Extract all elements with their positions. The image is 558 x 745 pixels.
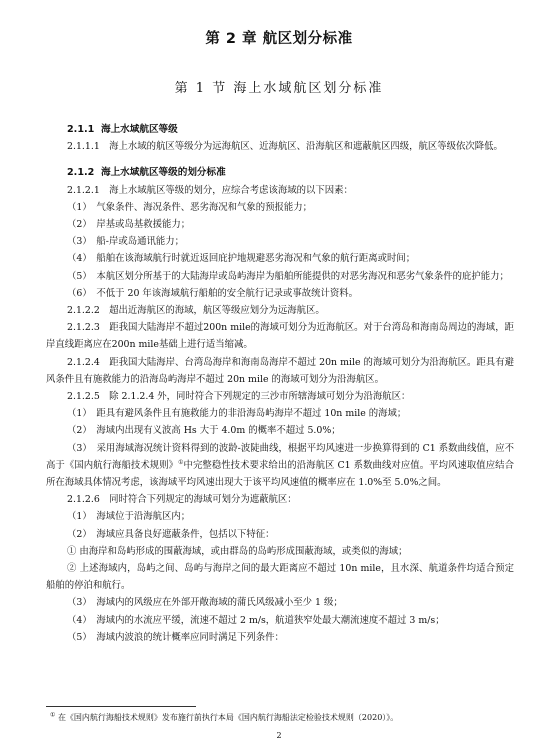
list-item: ② 上述海域内，岛屿之间、岛屿与海岸之间的最大距离应不超过 10n mile，且水深、航道条件均适合预定船舶的停泊和航行。 (46, 563, 514, 592)
chapter-title: 第 2 章 航区划分标准 (205, 31, 353, 47)
list-item: （4） 海域内的水流应平缓，流速不超过 2 m/s，航道狭窄处最大潮流速度不超过 3 m/s； (67, 614, 445, 626)
subsection-heading-2-1-1 (46, 121, 514, 138)
footnote-reference: ① (178, 458, 184, 466)
list-item: （1） 距具有避风条件且有施救能力的非沿海岛屿海岸不超过 10n mile 的海域； (67, 408, 407, 420)
page-number: 2 (276, 731, 282, 740)
paragraph: 2.1.2.5 除 2.1.2.4 外，同时符合下列规定的三沙市所辖海域可划分为沿海航区： (67, 391, 411, 403)
footnote (50, 712, 520, 724)
paragraph: 2.1.2.2 超出近海航区的海域，航区等级应划分为远海航区。 (67, 305, 325, 317)
list-item-text-continued: 中完整稳性技术要求给出的沿海航区 C1 系数曲线对应值。平均风速取值应结合所在海域具体情况考虑，该海域平均风速出现大于该平均风速值的概率应在 1.0%至 5.0%之间。 (46, 459, 514, 489)
list-item: （1） 海域位于沿海航区内； (67, 511, 191, 523)
list-item: （2） 岸基或岛基救援能力； (67, 219, 191, 231)
list-item: （3） 船-岸或岛通讯能力； (67, 236, 184, 248)
list-item: （5） 本航区划分所基于的大陆海岸或岛屿海岸为船舶所能提供的对恶劣海况和恶劣气象条件的庇护能力； (67, 270, 509, 282)
document-body (46, 121, 514, 646)
subsection-number: 2.1.1 (67, 124, 95, 135)
paragraph: 2.1.2.3 距我国大陆海岸不超过200n mile的海域可划分为近海航区。对于台湾岛和海南岛周边的海域，距岸直线距离应在200n mile基础上进行适当缩减。 (46, 322, 514, 351)
paragraph-2-1-1-1: 2.1.1.1 海上水域的航区等级分为远海航区、近海航区、沿海航区和遮蔽航区四级，航区等级依次降低。 (67, 141, 503, 153)
list-item: （2） 海域内出现有义波高 Hs 大于 4.0m 的概率不超过 5.0%； (67, 425, 341, 437)
paragraph: 2.1.2.6 同时符合下列规定的海域可划分为遮蔽航区： (67, 494, 297, 506)
footnote-text: 在《国内航行海船技术规则》发布施行前执行本局《国内航行海船法定检验技术规则（2020）》。 (57, 713, 399, 722)
footnote-mark: ① (50, 711, 56, 719)
list-item: （5） 海域内波浪的统计概率应同时满足下列条件： (67, 631, 284, 643)
subsection-heading-text: 海上水域航区等级 (101, 124, 178, 135)
list-item: （6） 不低于 20 年该海域航行船舶的安全航行记录或事故统计资料。 (67, 287, 359, 299)
footnote-divider (46, 706, 196, 707)
list-item: （4） 船舶在该海域航行时就近返回庇护地规避恶劣海况和气象的航行距离或时间； (67, 253, 416, 265)
list-item: ① 由海岸和岛屿形成的围蔽海域，或由群岛的岛屿形成围蔽海域，或类似的海域； (67, 545, 408, 557)
paragraph: 2.1.2.1 海上水域航区等级的划分，应综合考虑该海域的以下因素： (67, 184, 353, 196)
section-title: 第 1 节 海上水域航区划分标准 (174, 81, 384, 96)
paragraph: 2.1.2.4 距我国大陆海岸、台湾岛海岸和海南岛海岸不超过 20n mile 的海域可划分为沿海航区。距具有避风条件且有施救能力的沿海岛屿海岸不超过 20n mile 的海域可划分为沿海航区。 (46, 356, 514, 385)
list-item: （3） 海域内的风级应在外部开敞海域的蒲氏风级减小至少 1 级； (67, 597, 343, 609)
subsection-heading-2-1-2 (46, 164, 514, 181)
list-item: （2） 海域应具备良好遮蔽条件，包括以下特征： (67, 528, 275, 540)
list-item: （1） 气象条件、海况条件、恶劣海况和气象的预报能力； (67, 201, 313, 213)
subsection-number: 2.1.2 (67, 167, 95, 179)
subsection-heading-text: 海上水域航区等级的划分标准 (101, 167, 226, 179)
list-item (46, 440, 514, 492)
list-item-text: （3） 采用海域海况统计资料得到的波龄-波陡曲线，根据平均风速进一步换算得到的 C1 系数曲线值，应不高于《国内航行海船技术规则》 (46, 442, 514, 471)
